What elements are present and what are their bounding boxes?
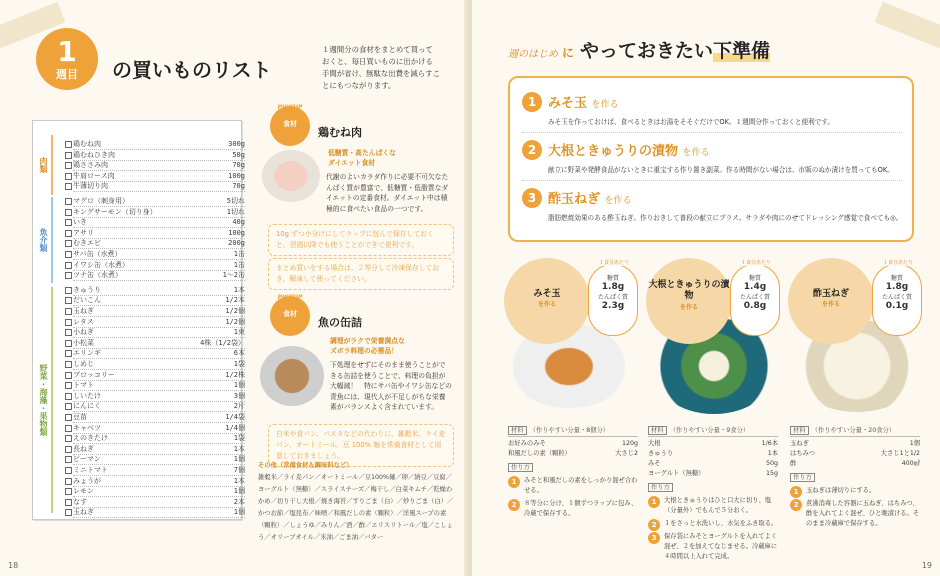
ingredient-row: 大根 1/6本 — [648, 440, 778, 447]
recipe-step: 2 １をさっと水洗いし、水気をふき取る。 — [648, 519, 778, 529]
category-veg: 野菜・海藻・果物類 — [35, 287, 53, 513]
checkbox[interactable] — [65, 414, 72, 421]
list-item: なす 2本 — [73, 497, 245, 508]
prep-steps-box: 1 みそ玉 を作る みそ玉を作っておけば、食べるときはお湯をそそぐだけでOK。１週間分作っておくと便利です。 2 大根ときゅうりの漬物 を作る 献立に野菜や発酵食品がないときに重宝する作り置き副菜。作る時間がない場合は、市販のぬか漬けを買ってもOK。 3 酢玉ねぎ を作る 脂肪燃焼効果のある酢玉ねぎ。作りおきして普段の献立にプラス。サラダや肉にのせてドレッシング感覚で食べても◎。 — [508, 76, 914, 242]
checkbox[interactable] — [65, 209, 72, 216]
checkbox[interactable] — [65, 393, 72, 400]
checkbox[interactable] — [65, 403, 72, 410]
checkbox[interactable] — [65, 372, 72, 379]
checkbox[interactable] — [65, 488, 72, 495]
list-item: ピーマン 1個 — [73, 454, 245, 465]
checkbox[interactable] — [65, 173, 72, 180]
list-item: キャベツ 1/4個 — [73, 423, 245, 434]
recipe-card-miso — [504, 258, 646, 414]
pantry-list — [258, 460, 458, 544]
week-label: 週目 — [56, 68, 78, 81]
tip-note-3: 白米や食パン、パスタなどの代わりに、雑穀米、ライ麦パン、オートミール、豆 100% 麺を常備食材として用意しておきましょう。 — [268, 424, 454, 467]
checkbox[interactable] — [65, 382, 72, 389]
list-item: 玉ねぎ 1/2個 — [73, 306, 245, 317]
checkbox[interactable] — [65, 456, 72, 463]
recipe-step: 1 みそと和風だしの素をしっかり混ぜ合わせる。 — [508, 476, 638, 496]
list-item: レモン 1個 — [73, 486, 245, 497]
checkbox[interactable] — [65, 446, 72, 453]
list-item: マグロ（刺身用） 5切れ — [73, 196, 245, 207]
nutrition-badge: １食分あたり 糖質 1.8g たんぱく質 2.3g — [588, 264, 638, 336]
page-title: の買いものリスト — [112, 58, 272, 82]
checkbox[interactable] — [65, 509, 72, 516]
list-item: ブロッコリー 1/2株 — [73, 370, 245, 381]
list-item: キングサーモン（切り身） 1切れ — [73, 207, 245, 218]
pickup2-text: 下処理をせずにそのまま使うことができる缶詰を使うことで、料理の負担が大幅減！ 特にサバ缶やイワシ缶などの青魚には、現代人が不足しがちな栄養素がバランスよく含まれています。 — [330, 361, 452, 411]
list-item: 玉ねぎ 1個 — [73, 507, 245, 518]
checkbox[interactable] — [65, 287, 72, 294]
chicken-image — [262, 150, 320, 202]
ingredient-row: 酢 400㎖ — [790, 460, 920, 467]
recipe-ingredients-onion: 材料 （作りやすい分量・20食分） 玉ねぎ 1個 はちみつ 大さじ1と1/2 酢 400㎖ 作り方 1 玉ねぎは薄切りにする。 2 煮沸消毒した容器に玉ねぎ、はちみつ、酢を入れてよく混ぜ、ひと晩漬ける。そのまま冷蔵庫で保存する。 — [790, 427, 920, 527]
pickup1-name: 鶏むね肉 — [318, 126, 362, 139]
ingredient-row: はちみつ 大さじ1と1/2 — [790, 450, 920, 457]
list-item: イワシ缶（水煮） 1缶 — [73, 260, 245, 271]
list-item: みょうが 1本 — [73, 476, 245, 487]
nutrition-badge: １食分あたり 糖質 1.8g たんぱく質 0.1g — [872, 264, 922, 336]
list-item: レタス 1/2個 — [73, 317, 245, 328]
category-fish: 魚介類 — [35, 197, 53, 283]
list-item: トマト 1個 — [73, 380, 245, 391]
list-item: しめじ 1袋 — [73, 359, 245, 370]
pickup1-text: 代謝のよいカラダ作りに必要不可欠なたんぱく質が豊富で、低糖質・低脂質なダイエットの定番食材。ダイエット中は積極的に食べたい食品の一つです。 — [326, 173, 449, 213]
right-title: 週のはじめ に やっておきたい下準備 — [508, 40, 771, 62]
recipe-step: 2 煮沸消毒した容器に玉ねぎ、はちみつ、酢を入れてよく混ぜ、ひと晩漬ける。そのまま冷蔵庫で保存する。 — [790, 499, 920, 529]
nutrition-badge: １食分あたり 糖質 1.4g たんぱく質 0.8g — [730, 264, 780, 336]
checkbox[interactable] — [65, 478, 72, 485]
list-item: しいたけ 3個 — [73, 391, 245, 402]
list-item: 鶏むね肉 300g — [73, 139, 245, 150]
list-item: だいこん 1/2本 — [73, 295, 245, 306]
list-item: 牛薄切り肉 70g — [73, 181, 245, 192]
category-meat: 肉類 — [35, 135, 53, 195]
checkbox[interactable] — [65, 467, 72, 474]
pickup-badge-1: PICKUP 食材 — [270, 106, 310, 146]
checkbox[interactable] — [65, 240, 72, 247]
checkbox[interactable] — [65, 141, 72, 148]
pickup2-tag: 調理がラクで栄養満点な ズボラ料理の必需品！ — [330, 337, 405, 355]
checkbox[interactable] — [65, 183, 72, 190]
checkbox[interactable] — [65, 219, 72, 226]
checkbox[interactable] — [65, 198, 72, 205]
ingredient-row: みそ 50g — [648, 460, 778, 467]
list-item: むきエビ 200g — [73, 238, 245, 249]
recipe-step: 1 玉ねぎは薄切りにする。 — [790, 486, 920, 496]
tip-note-2: まとめ買いをする場合は、２等分して冷凍保存しておき、解凍して使ってください。 — [268, 258, 454, 290]
pickup2-name: 魚の缶詰 — [318, 316, 362, 329]
right-page — [472, 0, 940, 576]
list-item: 小松菜 4株（1/2袋） — [73, 338, 245, 349]
list-item: アサリ 100g — [73, 228, 245, 239]
page-number-right: 19 — [921, 561, 932, 570]
list-item: 長ねぎ 1本 — [73, 444, 245, 455]
checkbox[interactable] — [65, 251, 72, 258]
list-item: サバ缶（水煮） 1缶 — [73, 249, 245, 260]
recipe-label-circle: 大根ときゅうりの漬物 を作る — [646, 258, 732, 344]
ingredient-row: きゅうり 1本 — [648, 450, 778, 457]
recipe-step: 2 ８等分に分け、１個ずつラップに包み、冷蔵で保存する。 — [508, 499, 638, 519]
list-item: 牛肩ロース肉 100g — [73, 171, 245, 182]
checkbox[interactable] — [65, 272, 72, 279]
list-item: エリンギ 6本 — [73, 348, 245, 359]
list-item: いき 40g — [73, 217, 245, 228]
checkbox[interactable] — [65, 162, 72, 169]
checkbox[interactable] — [65, 297, 72, 304]
checkbox[interactable] — [65, 152, 72, 159]
ingredient-row: ヨーグルト（無糖） 15g — [648, 470, 778, 477]
canned-fish-image — [260, 346, 324, 406]
list-item: 鶏むねひき肉 50g — [73, 150, 245, 161]
ingredient-row: 玉ねぎ 1個 — [790, 440, 920, 447]
left-page — [0, 0, 468, 576]
list-item: えのきたけ 1袋 — [73, 433, 245, 444]
checkbox[interactable] — [65, 435, 72, 442]
week-number: 1 — [57, 35, 77, 68]
list-item: ミニトマト 7個 — [73, 465, 245, 476]
ingredient-row: 和風だしの素（顆粒） 大さじ2 — [508, 450, 638, 457]
recipe-card-onion — [788, 258, 930, 414]
checkbox[interactable] — [65, 350, 72, 357]
pickup-badge-2: PICKUP 食材 — [270, 296, 310, 336]
page-number-left: 18 — [8, 561, 19, 570]
pantry-heading: その他（常備食材＆調味料など） — [258, 462, 353, 469]
checkbox[interactable] — [65, 340, 72, 347]
intro-text: １週間分の食材をまとめて買っておくと、毎日買いものに出かける手間が省け、無駄な出費を減らすことにもつながります。 — [322, 45, 440, 90]
checkbox[interactable] — [65, 319, 72, 326]
tape-decoration — [874, 2, 940, 49]
recipe-label-circle: みそ玉 を作る — [504, 258, 590, 344]
list-item: きゅうり 1本 — [73, 285, 245, 296]
recipe-ingredients-miso: 材料 （作りやすい分量・8個分） お好みのみそ 120g 和風だしの素（顆粒） 大さじ2 作り方 1 みそと和風だしの素をしっかり混ぜ合わせる。 2 ８等分に分け、１個ずつラップに包み、冷蔵で保存する。 — [508, 427, 638, 517]
checkbox[interactable] — [65, 361, 72, 368]
pickup1-tag: 低糖質・高たんぱくな ダイエット食材 — [328, 149, 396, 167]
recipe-card-pickles — [646, 258, 788, 414]
tip-note-1: 10g ずつ小分けにしてラップに包んで保存しておくと、翌週以降でも使うことができて便利です。 — [268, 224, 454, 256]
recipe-step: 1 大根ときゅうりはひと口大に切り、塩（分量外）でもんで５分おく。 — [648, 496, 778, 516]
pantry-items: 雑穀米／ライ麦パン／オートミール／豆100%麺／卵／納豆／豆腐／ヨーグルト（無糖）／スライスチーズ／梅干し／白菜キムチ／乾燥わかめ／切り干し大根／焼き海苔／すりごま（白）／炒りごま（白）／かつお節／塩昆布／味噌／和風だしの素（顆粒）／洋風スープの素（顆粒）／しょうゆ／みりん／酒／酢／エリスリトール／塩／こしょう／オリーブオイル／米油／ごま油／バター — [258, 474, 454, 541]
checkbox[interactable] — [65, 425, 72, 432]
checkbox[interactable] — [65, 499, 72, 506]
checkbox[interactable] — [65, 329, 72, 336]
list-item: 豆苗 1/4袋 — [73, 412, 245, 423]
list-item: 小ねぎ 1束 — [73, 327, 245, 338]
recipe-ingredients-pickles: 材料 （作りやすい分量・9食分） 大根 1/6本 きゅうり 1本 みそ 50g ヨーグルト（無糖） 15g 作り方 1 大根ときゅうりはひと口大に切り、塩（分量外）でもんで５分おく。 2 １をさっと水洗いし、水気をふき取る。 3 保存袋にみそとヨーグルトを入れてよく混ぜ、２を加えてなじませる。冷蔵庫に４時間以上入れて完成。 — [648, 427, 778, 560]
week-badge — [36, 28, 98, 90]
checkbox[interactable] — [65, 308, 72, 315]
list-item: ツナ缶（水煮） 1〜2缶 — [73, 270, 245, 281]
list-item: 鶏ささみ肉 70g — [73, 160, 245, 171]
recipe-step: 3 保存袋にみそとヨーグルトを入れてよく混ぜ、２を加えてなじませる。冷蔵庫に４時間以上入れて完成。 — [648, 532, 778, 562]
checkbox[interactable] — [65, 262, 72, 269]
ingredient-row: お好みのみそ 120g — [508, 440, 638, 447]
shopping-list — [32, 120, 245, 520]
recipe-label-circle: 酢玉ねぎ を作る — [788, 258, 874, 344]
checkbox[interactable] — [65, 230, 72, 237]
list-item: にんにく 2片 — [73, 401, 245, 412]
